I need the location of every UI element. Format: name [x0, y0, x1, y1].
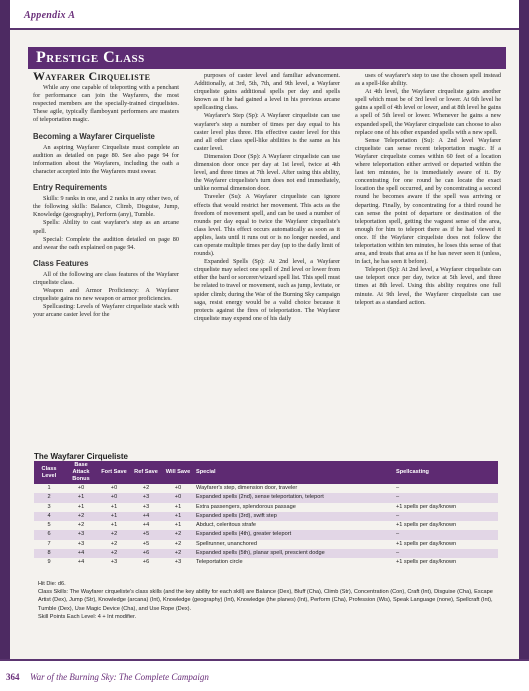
table-cell: +2 [174, 540, 182, 547]
table-row [34, 484, 498, 493]
c2-paragraph-3: Dimension Door (Sp): A Wayfarer cirqueliste can use dimension door once per day at 1st level, twice at 4th level, and three times at 7th level. After using this ability, the Wayfarer cirqueliste's turn does not end immediately, unlike normal dimension door. [194, 152, 340, 193]
page-number: 364 [6, 672, 20, 682]
right-border [519, 0, 529, 691]
table-cell: Abduct, celeritous strafe [196, 522, 257, 529]
table-cell: 4 [34, 512, 64, 521]
table-cell: +2 [110, 540, 118, 547]
becoming-paragraph: An aspiring Wayfarer Cirqueliste must complete an audition as detailed on page 80. See also page 94 for information about the Wayfarers, including the oath a character accepted into the Wayfarers must swear. [33, 143, 179, 175]
table-row [34, 503, 498, 512]
table-cell: 3 [47, 503, 51, 510]
c3-paragraph-1: uses of wayfarer's step to use the chosen spell instead as a spell-like ability. [355, 72, 501, 88]
column-2 [194, 72, 340, 323]
col-header-fort: Fort Save [98, 461, 130, 484]
table-cell: 6 [34, 530, 64, 539]
col-header-bab: Base Attack Bonus [64, 461, 98, 484]
table-cell: +6 [142, 559, 150, 566]
table-cell: +0 [174, 485, 182, 491]
table-cell: +2 [162, 530, 194, 539]
table-cell: +2 [64, 512, 98, 521]
becoming-heading: Becoming a Wayfarer Cirqueliste [33, 131, 155, 141]
column-1 [33, 69, 179, 319]
table-cell: +1 [174, 522, 182, 529]
col-header-spellcasting: Spellcasting [394, 461, 498, 484]
table-cell: +3 [110, 559, 118, 566]
features-paragraph: All of the following are class features of the Wayfarer cirqueliste class. [33, 270, 179, 286]
table-cell: – [394, 530, 498, 539]
table-cell: +3 [142, 503, 150, 510]
entry-skills: Skills: 9 ranks in one, and 2 ranks in any other two, of the following skills: Balance, Climb, Disguise, Jump, Knowledge (geography), Perform (any), Tumble. [33, 195, 179, 219]
table-cell: +2 [142, 485, 150, 491]
table-cell: +2 [162, 549, 194, 558]
table-cell: Expanded spells (5th), planar spell, prescient dodge [194, 549, 394, 558]
table-cell: +5 [130, 530, 162, 539]
table-cell: +1 [110, 503, 118, 510]
progression-table [34, 461, 498, 568]
table-cell: Teleportation circle [196, 559, 243, 566]
col-header-special: Special [194, 461, 394, 484]
table-cell: +4 [64, 549, 98, 558]
c3-paragraph-2: At 4th level, the Wayfarer cirqueliste gains another spell which must be of 3rd level or lower. At 6th level he gains a spell of 4th level or lower, and at 8th level he gains a spell of 5th level or lower. Whenever he gains a new expanded spell, the Wayfarer cirqueliste can choose to also replace one of his other expanded spells with a new spell. [355, 88, 501, 136]
table-cell: +1 spells per day/known [396, 559, 457, 566]
table-row [34, 549, 498, 558]
table-cell: +4 [77, 559, 85, 566]
table-cell: +6 [130, 549, 162, 558]
col-header-ref: Ref Save [130, 461, 162, 484]
table-cell: Extra passengers, splendorous passage [196, 503, 296, 510]
table-cell: +4 [130, 512, 162, 521]
table-cell: +1 [64, 493, 98, 502]
col-header-level: Class Level [34, 461, 64, 484]
c3-paragraph-4: Teleport (Sp): At 2nd level, a Wayfarer cirqueliste can use teleport once per day, twice at 5th level, and three times at 8th level. Using this ability requires one full minute. At 9th level, the Wayfarer cirqueliste can use teleport as a standard action. [355, 266, 501, 306]
table-cell: +1 spells per day/known [396, 522, 457, 529]
table-cell: 7 [47, 540, 51, 547]
left-border [0, 0, 10, 691]
table-row [34, 512, 498, 521]
table-cell: +1 [110, 522, 118, 529]
table-cell: +1 [98, 512, 130, 521]
table-row [34, 558, 498, 567]
section-banner: Prestige Class [28, 47, 506, 69]
table-body [34, 484, 498, 568]
table-cell: +3 [174, 559, 182, 566]
weapon-paragraph: Weapon and Armor Proficiency: A Wayfarer cirqueliste gains no new weapon or armor proficiencies. [33, 287, 179, 303]
c2-paragraph-4: Traveler (Su): A Wayfarer cirqueliste can ignore effects that would restrict her movement. This acts as the freedom of movement spell, and can be used a number of rounds per day equal to twice the Wayfarer cirqueliste's class level. This effect occurs automatically as soon as it applies, lasts until it runs out or is no longer needed, and can operate multiple times per day (up to the daily limit of rounds). [194, 193, 340, 258]
c3-paragraph-3: Sense Teleportation (Su): A 2nd level Wayfarer cirqueliste can sense recent teleportation magic. If a Wayfarer cirqueliste comes within 60 feet of a location where teleportation either arrived or departed within the last ten minutes, he is immediately aware of it. By concentrating for one round he can locate the exact location the spell occurred, and by concentrating a second round he becomes aware if the spell was arriving or departing. Finally, by concentrating for a third round he can sense the point of departure or destination of the teleportation spell, getting the vaguest sense of the area, enough for him to teleport there as if he had viewed it once. If the Wayfarer cirqueliste does not follow the teleportation within ten minutes, he loses this sense of that area, and treats that area as if he has never seen it (unless, in fact, he has seen it before). [355, 136, 501, 266]
table-cell: +1 spells per day/known [396, 503, 457, 510]
top-band [0, 0, 529, 30]
table-row [34, 540, 498, 549]
table-cell: +1 spells per day/known [396, 540, 457, 547]
table-header-row [34, 461, 498, 484]
table-cell: +0 [162, 493, 194, 502]
table-cell: +0 [77, 485, 85, 491]
table-cell: Wayfarer's step, dimension door, traveler [196, 485, 298, 491]
table-cell: Spellrunner, unanchored [196, 540, 257, 547]
table-cell: – [394, 549, 498, 558]
column-3 [355, 72, 501, 307]
entry-special: Special: Complete the audition detailed on page 80 and swear the oath explained on page 94. [33, 235, 179, 251]
table-cell: +5 [142, 540, 150, 547]
c2-paragraph-1: purposes of caster level and familiar advancement. Additionally, at 3rd, 5th, 7th, and 9th level, a Wayfarer cirqueliste gains additional spells per day and spells known as if he had gained a level in his previous arcane spellcasting class. [194, 72, 340, 112]
table-cell: 9 [47, 559, 51, 566]
class-title: Wayfarer Cirqueliste [33, 69, 151, 83]
skill-points: Skill Points Each Level: 4 + Int modifier. [38, 613, 137, 620]
table-cell: 5 [47, 522, 51, 529]
table-cell: +2 [98, 549, 130, 558]
features-heading: Class Features [33, 258, 89, 268]
table-cell: +0 [110, 485, 118, 491]
table-cell: +1 [77, 503, 85, 510]
col-header-will: Will Save [162, 461, 194, 484]
table-cell: +2 [98, 530, 130, 539]
footer-title: War of the Burning Sky: The Complete Campaign [30, 672, 209, 682]
table-row [34, 521, 498, 530]
entry-heading: Entry Requirements [33, 183, 108, 193]
table-cell: Expanded spells (2nd), sense teleportation, teleport [194, 493, 394, 502]
table-row [34, 493, 498, 502]
table-notes [38, 580, 496, 621]
table-cell: – [394, 493, 498, 502]
c2-paragraph-2: Wayfarer's Step (Sp): A Wayfarer cirqueliste can use wayfarer's step a number of times per day equal to his caster level plus three. His effective caster level for this and all other class spell-like abilities is the same as his caster level. [194, 112, 340, 152]
intro-paragraph: While any one capable of teleporting with a penchant for performance can join the Wayfarers, the most respected members are the specially-trained cirquelistes. These agile, typically flamboyant performers are masters of teleportation magic. [33, 84, 179, 124]
table-cell: – [394, 512, 498, 521]
table-cell: – [396, 485, 400, 491]
table-cell: Expanded spells (4th), greater teleport [194, 530, 394, 539]
class-skills: Class Skills: The Wayfarer cirqueliste's class skills (and the key ability for each skill) are Balance (Dex), Bluff (Cha), Climb (Str), Concentration (Con), Craft (Int), Disguise (Cha), Escape Artist (Dex), Jump (Str), Knowledge (arcana) (Int), Knowledge (geography) (Int), Knowledge (the planes) (Int), Perform (Cha), Profession (Wis), Speak Language (none), Spellcraft (Int), Tumble (Dex), Use Magic Device (Cha), and Use Rope (Dex). [38, 589, 493, 612]
table-cell: +3 [77, 540, 85, 547]
table-cell: +3 [64, 530, 98, 539]
table-cell: +4 [142, 522, 150, 529]
table-cell: +1 [162, 512, 194, 521]
table-cell: 1 [47, 485, 51, 491]
table-cell: +3 [130, 493, 162, 502]
hit-die: Hit Die: d6. [38, 581, 66, 587]
table-cell: 8 [34, 549, 64, 558]
table-row [34, 530, 498, 539]
table-cell: +1 [174, 503, 182, 510]
section-label: Appendix A [24, 10, 76, 21]
table-cell: +2 [77, 522, 85, 529]
entry-spells: Spells: Ability to cast wayfarer's step as an arcane spell. [33, 219, 179, 235]
table-cell: +0 [98, 493, 130, 502]
table-title: The Wayfarer Cirqueliste [34, 452, 128, 461]
table-cell: Expanded spells (3rd), swift step [194, 512, 394, 521]
table-cell: 2 [34, 493, 64, 502]
c2-paragraph-5: Expanded Spells (Sp): At 2nd level, a Wayfarer cirqueliste may select one spell of 2nd level or lower from either the bard or sorcerer/wizard spell list. This spell must be related to travel or movement, such as jump, levitate, or spider climb; during the War of the Burning Sky campaign saga, resist energy would be a valid choice because it protects against the fires of teleportation. The Wayfarer cirqueliste may expend one of his daily [194, 258, 340, 322]
spellcasting-paragraph: Spellcasting: Levels of Wayfarer cirqueliste stack with your arcane caster level for the [33, 303, 179, 319]
